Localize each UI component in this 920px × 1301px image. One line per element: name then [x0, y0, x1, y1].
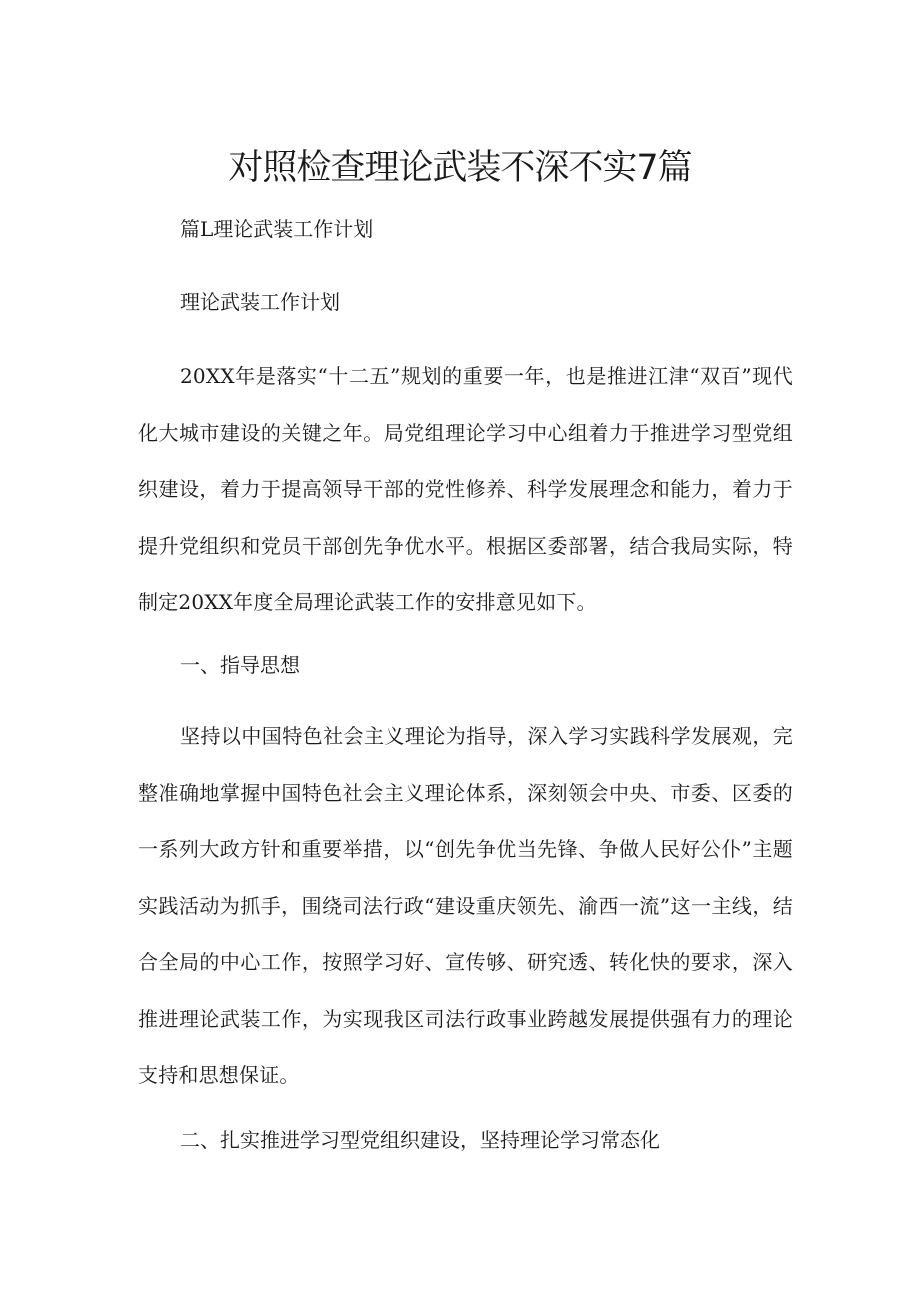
chapter-subtitle: 篇L理论武装工作计划: [180, 217, 374, 241]
section-1-title: 一、指导思想: [180, 653, 300, 677]
intro-paragraph: 20XX年是落实“十二五”规划的重要一年，也是推进江津“双百”现代化大城市建设的关键之年。局党组理论学习中心组着力于推进学习型党组织建设，着力于提高领导干部的党性修养、科学发展理念和能力，着力于提升党组织和党员干部创先争优水平。根据区委部署，结合我局实际，特制定20XX年度全局理论武装工作的安排意见如下。: [138, 364, 793, 614]
section-1-paragraph: 坚持以中国特色社会主义理论为指导，深入学习实践科学发展观，完整准确地掌握中国特色社会主义理论体系，深刻领会中央、市委、区委的一系列大政方针和重要举措，以“创先争优当先锋、争做人民好公仆”主题实践活动为抓手，围绕司法行政“建设重庆领先、渝西一流”这一主线，结合全局的中心工作，按照学习好、宣传够、研究透、转化快的要求，深入推进理论武装工作，为实现我区司法行政事业跨越发展提供强有力的理论支持和思想保证。: [138, 724, 793, 1087]
document-title: 对照检查理论武装不深不实7篇: [228, 148, 692, 188]
section-2-title: 二、扎实推进学习型党组织建设，坚持理论学习常态化: [180, 1128, 660, 1152]
section-heading: 理论武装工作计划: [180, 290, 340, 314]
